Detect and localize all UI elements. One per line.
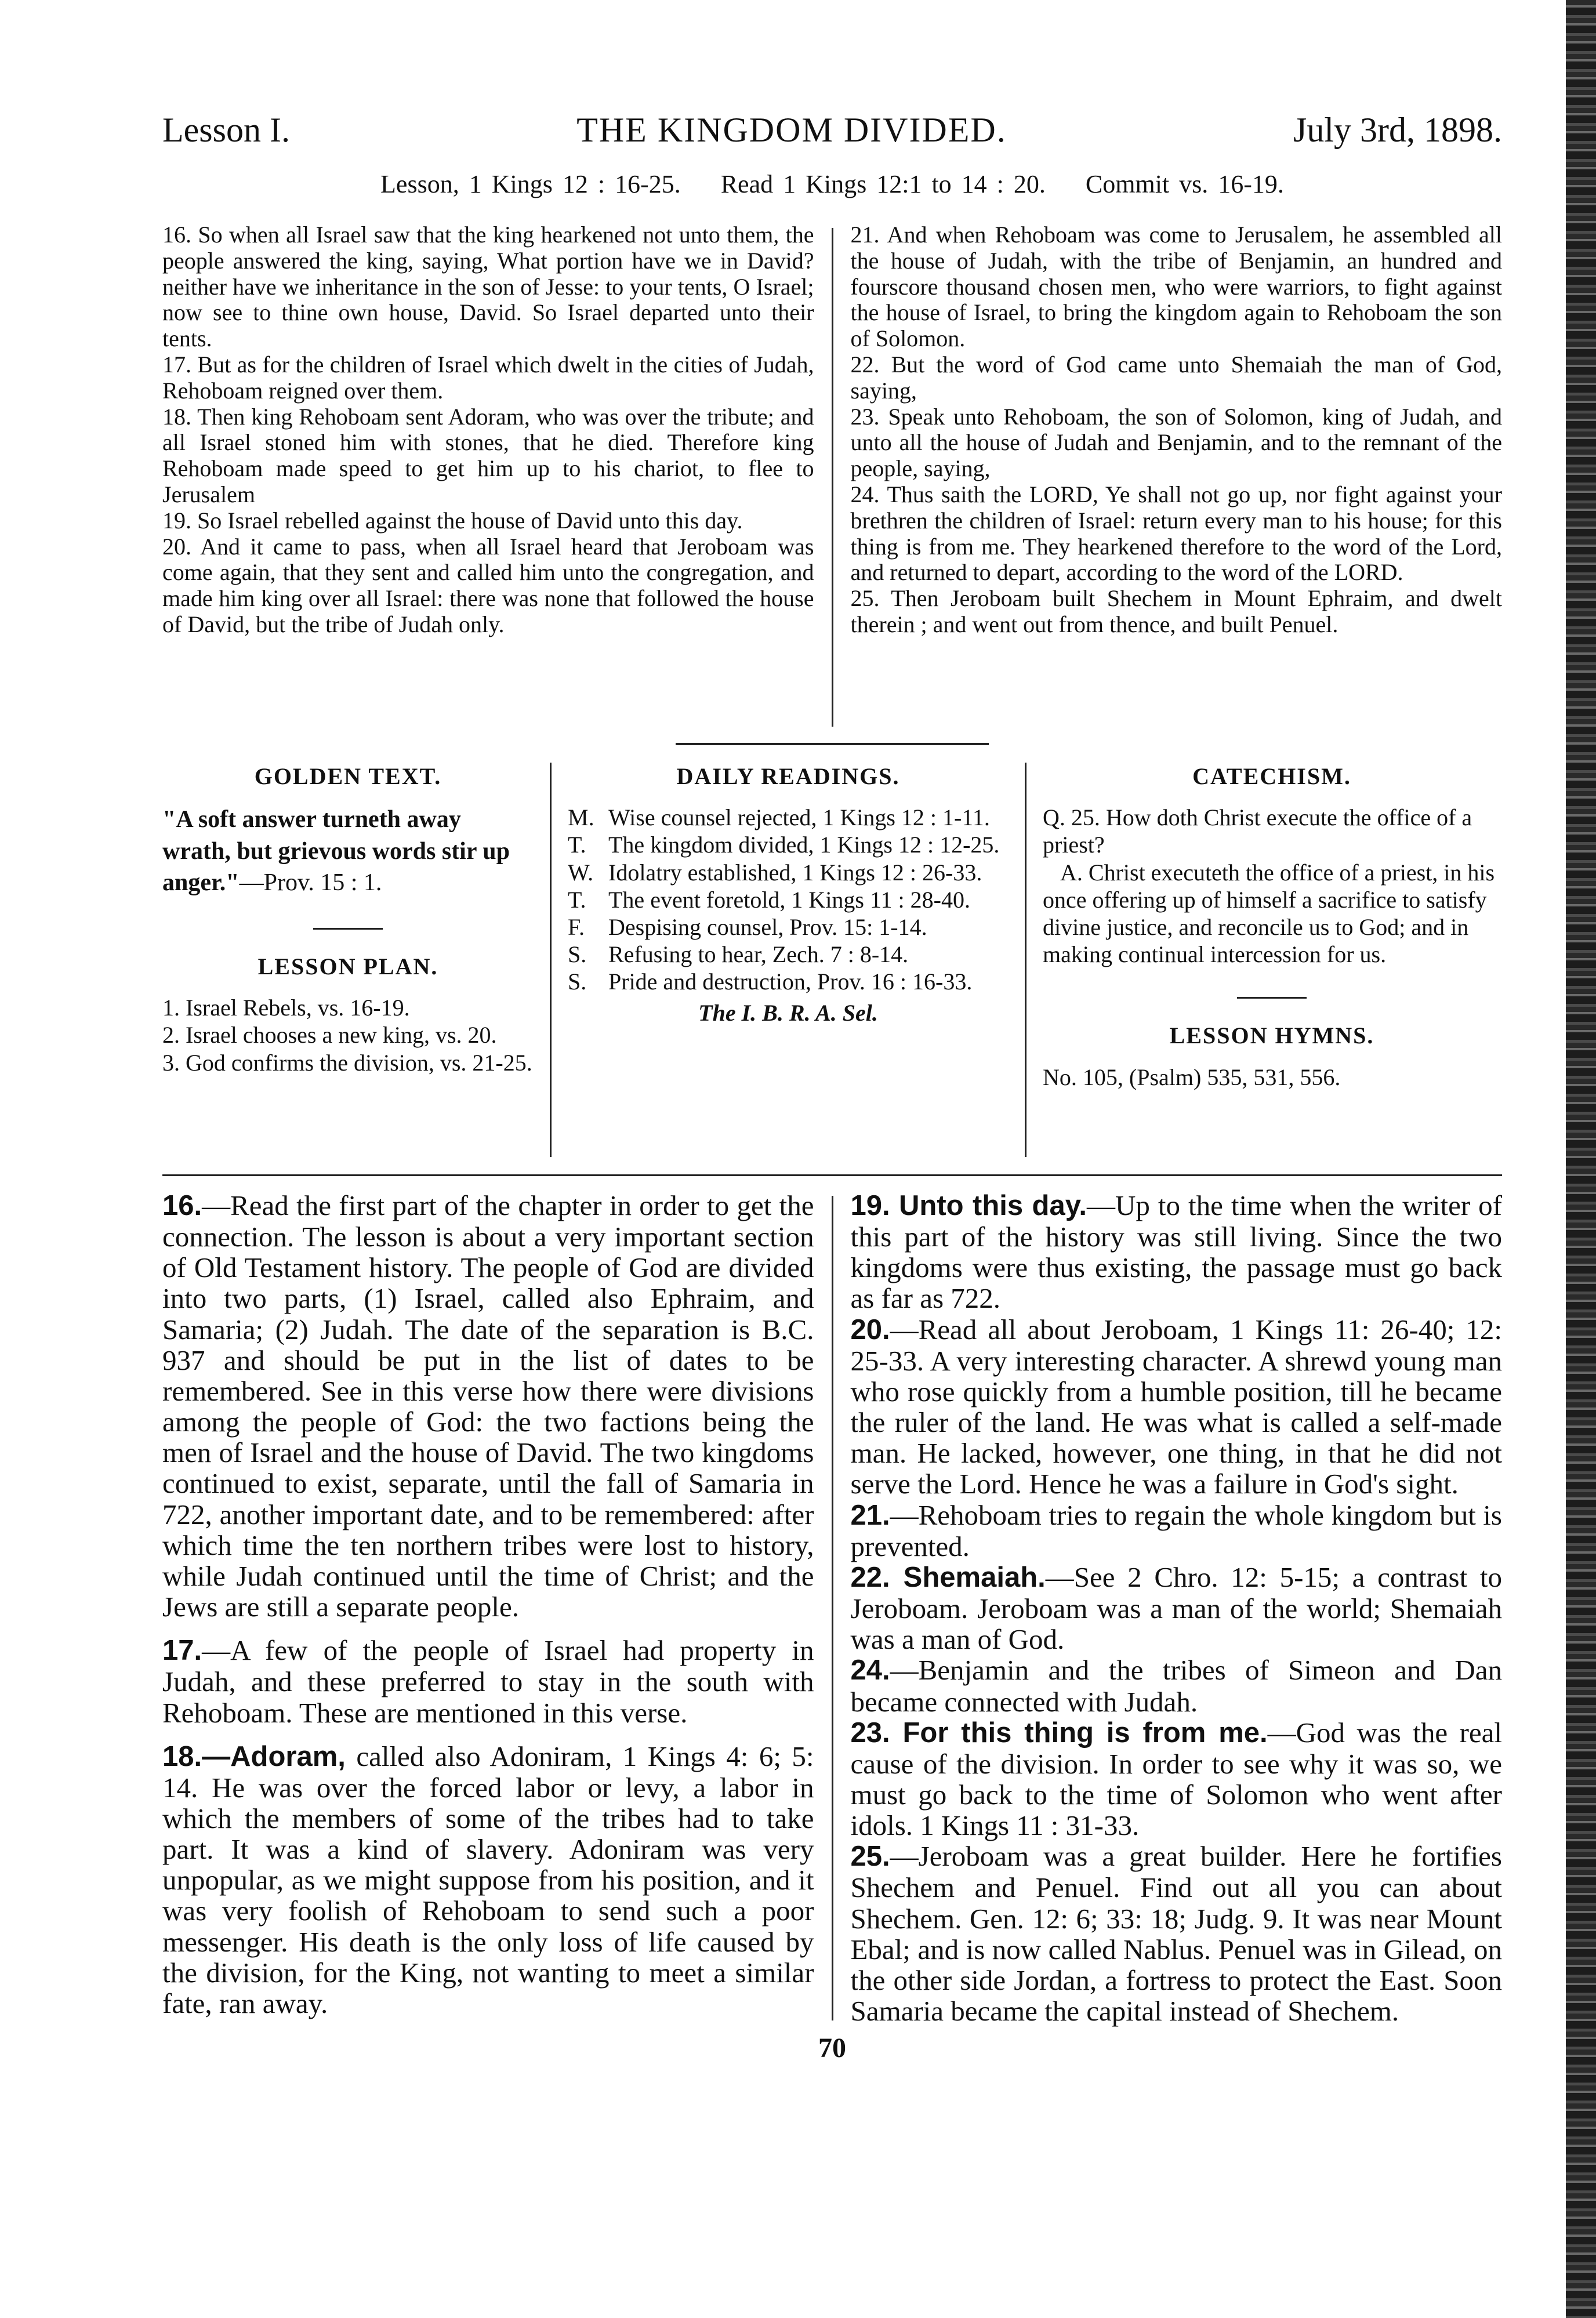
commentary: [162, 1190, 1502, 2026]
catechism-question: Q. 25. How doth Christ execute the office of a priest?: [1043, 804, 1472, 858]
note-number: 19.: [850, 1190, 890, 1221]
note-text: —See 2 Chro. 12: 5-15; a contrast to Jeroboam. Jeroboam was a man of the world; Shemaiah was a man of God.: [850, 1561, 1502, 1656]
reading-day: S.: [568, 968, 587, 995]
reading-item: [568, 968, 1009, 995]
section-rule: [162, 1174, 1502, 1176]
scripture-verse: 18. Then king Rehoboam sent Adoram, who was over the tribute; and all Israel stoned him with stones, that he died. Therefore king Rehoboam made speed to get him up to his chariot, to flee to Jerusalem: [162, 403, 814, 507]
reading-text: Refusing to hear, Zech. 7 : 8-14.: [608, 941, 909, 968]
note-paragraph: [851, 1655, 1503, 1717]
note-text: —A few of the people of Israel had property in Judah, and these preferred to stay in the south with Rehoboam. These are mentioned in this verse.: [162, 1634, 814, 1729]
scripture-verse: 23. Speak unto Rehoboam, the son of Solomon, king of Judah, and unto all the house of Judah and Benjamin, and to the remnant of the people, saying,: [850, 403, 1502, 482]
golden-text-column: [162, 763, 534, 1169]
scripture-text: [162, 222, 1502, 732]
divider: [1237, 997, 1307, 999]
note-text: —Rehoboam tries to regain the whole kingdom but is prevented.: [850, 1499, 1502, 1562]
note-number: 25.: [850, 1841, 890, 1873]
reading-item: [568, 941, 1009, 968]
scripture-verse: 24. Thus saith the LORD, Ye shall not go up, nor fight against your brethren the children of Israel: return every man to his house; for this thing is from me. They hearkened therefore to the word of the Lord, and returned to depart, according to the word of the LORD.: [850, 481, 1502, 586]
scripture-verse: 25. Then Jeroboam built Shechem in Mount Ephraim, and dwelt therein ; and went out from thence, and built Penuel.: [850, 585, 1502, 637]
scan-edge: [1566, 0, 1596, 2318]
reading-text: Idolatry established, 1 Kings 12 : 26-33.: [608, 859, 982, 886]
scripture-verse: 19. So Israel rebelled against the house of David unto this day.: [162, 507, 743, 534]
note-number: 17.: [162, 1635, 202, 1667]
reading-day: T.: [568, 886, 586, 913]
note-text: —God was the real cause of the division. In order to see why it was so, we must go back to the time of Solomon who went after idols. 1 Kings 11 : 31-33.: [850, 1716, 1503, 1842]
note-paragraph: [162, 1635, 814, 1728]
reading-item: [568, 831, 1009, 858]
note-number: 21.: [850, 1499, 890, 1531]
reading-day: T.: [568, 832, 586, 858]
commentary-right-column: [851, 1190, 1503, 2026]
reading-day: F.: [568, 913, 585, 940]
commentary-left-column: [162, 1190, 814, 2026]
catechism-answer: A. Christ executeth the office of a priest, in his once offering up of himself a sacrifice to satisfy divine justice, and reconcile us to God; and in making continual intercession for us.: [1043, 859, 1495, 968]
lesson-ref: Lesson, 1 Kings 12 : 16-25.: [380, 170, 681, 198]
reading-day: M.: [568, 804, 594, 831]
scripture-verse: 21. And when Rehoboam was come to Jerusalem, he assembled all the house of Judah, with the tribe of Benjamin, an hundred and fourscore thousand chosen men, who were warriors, to fight against the house of Israel, to bring the kingdom again to Rehoboam the son of Solomon.: [850, 222, 1502, 352]
note-text: —Read all about Jeroboam, 1 Kings 11: 26-40; 12: 25-33. A very interesting character. A shrewd young man who rose quickly from a humble position, till he became the ruler of the land. He was what is called a self-made man. He lacked, however, one thing, in that he did not serve the Lord. Hence he was a failure in God's sight.: [850, 1313, 1502, 1500]
lesson-plan: [162, 994, 534, 1076]
reading-item: [568, 913, 1009, 941]
scripture-verse: 17. But as for the children of Israel which dwelt in the cities of Judah, Rehoboam reigned over them.: [162, 351, 814, 404]
note-text: —Benjamin and the tribes of Simeon and Dan became connected with Judah.: [850, 1654, 1502, 1718]
scripture-verse: 22. But the word of God came unto Shemaiah the man of God, saying,: [850, 351, 1502, 404]
plan-item: 1. Israel Rebels, vs. 16-19.: [162, 995, 410, 1021]
note-paragraph: [851, 1190, 1503, 1314]
note-number: 23.: [850, 1717, 890, 1749]
daily-readings-column: [568, 763, 1009, 1169]
lesson-hymns: No. 105, (Psalm) 535, 531, 556.: [1043, 1064, 1341, 1090]
column-divider: [832, 1196, 833, 2020]
plan-item: 2. Israel chooses a new king, vs. 20.: [162, 1022, 497, 1049]
section-rule: [676, 743, 989, 745]
plan-item: 3. God confirms the division, vs. 21-25.: [162, 1049, 532, 1076]
golden-text: [162, 804, 534, 899]
reading-text: Wise counsel rejected, 1 Kings 12 : 1-11.: [608, 804, 990, 831]
commit-ref: Commit vs. 16-19.: [1085, 170, 1284, 198]
scripture-verse: 20. And it came to pass, when all Israel heard that Jeroboam was come again, that they sent and called him unto the congregation, and made him king over all Israel: there was none that followed the house of David, but the tribe of Judah only.: [162, 533, 814, 637]
read-ref: Read 1 Kings 12:1 to 14 : 20.: [720, 170, 1046, 198]
note-number: 20.: [850, 1314, 890, 1345]
note-heading: —Adoram,: [202, 1740, 346, 1772]
lesson-hymns-heading: LESSON HYMNS.: [1169, 1022, 1374, 1049]
note-heading: For this thing is from me.: [890, 1717, 1268, 1749]
note-paragraph: [851, 1562, 1503, 1655]
note-number: 18.: [162, 1740, 202, 1772]
note-heading: Shemaiah.: [890, 1561, 1046, 1593]
column-divider: [550, 763, 552, 1157]
reading-text: Pride and destruction, Prov. 16 : 16-33.: [608, 968, 973, 995]
reading-text: The event foretold, 1 Kings 11 : 28-40.: [608, 886, 970, 913]
lesson-plan-heading: LESSON PLAN.: [257, 953, 438, 980]
reading-text: Despising counsel, Prov. 15: 1-14.: [608, 913, 927, 940]
page-number: 70: [818, 2033, 846, 2064]
reading-item: [568, 886, 1009, 913]
readings-source: The I. B. R. A. Sel.: [698, 999, 878, 1026]
daily-readings-heading: DAILY READINGS.: [676, 763, 900, 789]
scripture-verse: 16. So when all Israel saw that the king hearkened not unto them, the people answered the king, saying, What portion have we in David? neither have we inheritance in the son of Jesse: to your tents, O Israel; now see to thine own house, David. So Israel departed unto their tents.: [162, 222, 814, 352]
golden-text-ref: —Prov. 15 : 1.: [239, 869, 382, 897]
scripture-left-column: [162, 222, 814, 732]
catechism-column: [1043, 763, 1501, 1169]
note-text: called also Adoniram, 1 Kings 4: 6; 5: 14. He was over the forced labor or levy, a labor in which the members of some of the tribes had to take part. It was a kind of slavery. Adoniram was very unpopular, as we might suppose from his position, and it was very foolish of Rehoboam to send such a poor messenger. His death is the only loss of life caused by the division, for the King, not wanting to meet a similar fate, ran away.: [162, 1740, 814, 2019]
note-paragraph: [851, 1314, 1503, 1500]
reading-item: [568, 859, 1009, 886]
column-divider: [1025, 763, 1026, 1157]
note-paragraph: [851, 1717, 1503, 1841]
lesson-helps: [162, 763, 1502, 1169]
column-divider: [832, 228, 833, 727]
lesson-number: Lesson I.: [162, 111, 290, 149]
note-paragraph: [162, 1190, 814, 1622]
running-header: [162, 110, 1502, 157]
divider: [313, 928, 383, 930]
reading-day: S.: [568, 941, 587, 968]
page-title: THE KINGDOM DIVIDED.: [576, 111, 1007, 149]
note-text: —Jeroboam was a great builder. Here he fortifies Shechem and Penuel. Find out all you can about Shechem. Gen. 12: 6; 33: 18; Judg. 9. It was near Mount Ebal; and is now called Nablus. Penuel was in Gilead, on the other side Jordan, a fortress to protect the East. Soon Samaria became the capital instead of Shechem.: [850, 1840, 1502, 2027]
note-heading: Unto this day.: [890, 1190, 1087, 1221]
reading-day: W.: [568, 859, 594, 886]
lesson-references: [162, 169, 1502, 199]
page: [162, 110, 1502, 2064]
note-text: —Read the first part of the chapter in order to get the connection. The lesson is about a very important section of Old Testament history. The people of God are divided into two parts, (1) Israel, called also Ephraim, and Samaria; (2) Judah. The date of the separation is B.C. 937 and should be put in the list of dates to be remembered. See in this verse how there were divisions among the people of God: the two factions being the men of Israel and the house of David. The two kingdoms continued to exist, separate, until the fall of Samaria in 722, another important date, and to be remembered: after which time the ten northern tribes were lost to history, while Judah continued until the time of Christ; and the Jews are still a separate people.: [162, 1189, 814, 1623]
note-number: 16.: [162, 1190, 202, 1221]
note-paragraph: [162, 1741, 814, 2019]
note-paragraph: [851, 1500, 1503, 1562]
scripture-right-column: [851, 222, 1503, 732]
note-number: 24.: [850, 1655, 890, 1686]
golden-text-quote: "A soft answer turneth away wrath, but grievous words stir up anger.": [162, 806, 510, 897]
lesson-date: July 3rd, 1898.: [1293, 111, 1502, 149]
note-text: —Up to the time when the writer of this part of the history was still living. Since the two kingdoms were thus existing, the passage must go back as far as 722.: [850, 1189, 1502, 1315]
reading-item: [568, 804, 1009, 831]
catechism-heading: CATECHISM.: [1192, 763, 1351, 789]
note-number: 22.: [850, 1561, 890, 1593]
note-paragraph: [851, 1841, 1503, 2026]
golden-text-heading: GOLDEN TEXT.: [254, 763, 442, 789]
reading-text: The kingdom divided, 1 Kings 12 : 12-25.: [608, 832, 1000, 858]
